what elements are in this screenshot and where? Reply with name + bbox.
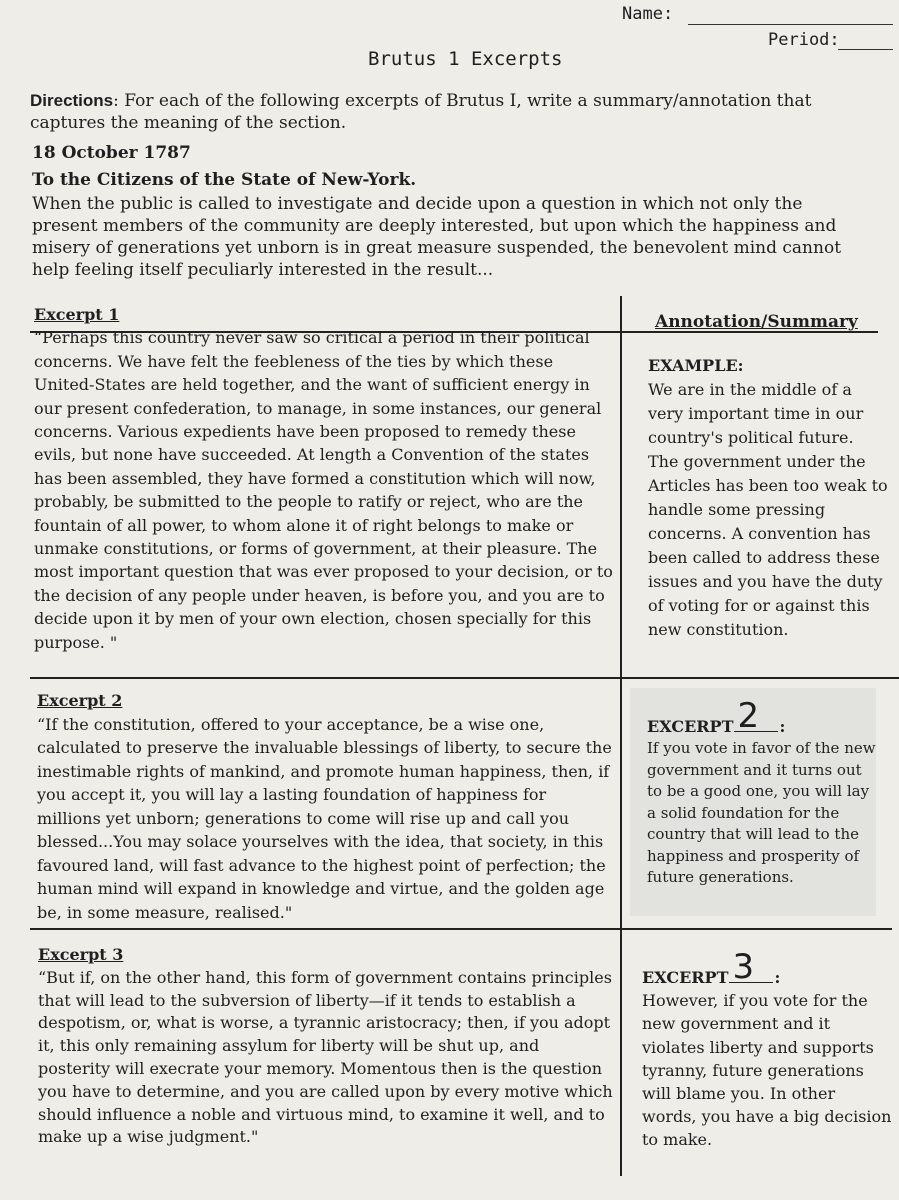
name-blank-line [688,24,893,25]
excerpt-number-blank [729,947,773,987]
annotation-text: If you vote in favor of the new government and it turns out to be a good one, you will lay a solid foundation for the country that will lead to the happiness and prosperity of future generations. [647,739,876,886]
annotation-1 [648,354,888,642]
annotation-label: EXCERPT [642,968,729,987]
annotation-column-heading: Annotation/Summary [655,312,858,332]
excerpt-number-blank [734,696,778,736]
excerpt-text: “But if, on the other hand, this form of government contains principles that will lead to the subversion of liberty—if it tends to establish a despotism, or, what is worse, a tyrannic aristocracy; then, if you adopt it, this only remaining assylum for liberty will be shut up, and posterity will execrate your memory. Momentous then is the question you have to determine, and you are called upon by every motive which should influence a noble and virtuous mind, to examine it well, and to make up a wise judgment." [38,967,613,1147]
letter-date: 18 October 1787 [32,143,191,163]
excerpt-text: “Perhaps this country never saw so critical a period in their political concerns. We have felt the feebleness of the ties by which these United-States are held together, and the want of sufficient energy in our present confederation, to manage, in some instances, our general concerns. Various expedients have been proposed to remedy these evils, but none have succeeded. At length a Convention of the states has been assembled, they have formed a constitution which will now, probably, be submitted to the people to ratify or reject, who are the fountain of all power, to whom alone it of right belongs to make or unmake constitutions, or forms of government, at their pleasure. The most important question that was ever proposed to your decision, or to the decision of any people under heaven, is before you, and you are to decide upon it by men of your own election, chosen specially for this purpose. " [34,328,613,652]
annotation-label: EXCERPT [647,717,734,736]
excerpt-3 [38,944,613,1149]
annotation-text: We are in the middle of a very important time in our country's political future. The government under the Articles has been too weak to handle some pressing concerns. A convention has been called to address these issues and you have the duty of voting for or against this new constitution. [648,380,888,639]
excerpt-label: Excerpt 2 [37,691,123,710]
annotation-3: EXCERPT 3 : However, if you vote for the new government and it violates liberty and supports tyranny, future generations will blame you. In other words, you have a big decision to make. [642,947,892,1150]
table-rule [30,928,892,930]
letter-salutation: To the Citizens of the State of New-York. [32,170,417,190]
handwritten-excerpt-number: 3 [732,947,755,987]
table-rule [30,677,899,679]
name-label: Name: [622,4,674,24]
letter-intro: When the public is called to investigate and decide upon a question in which not only the present members of the community are deeply interested, but upon which the happiness and misery of generations yet unborn is in great measure suspended, the benevolent mind cannot help feeling itself peculiarly interested in the result... [32,194,842,280]
directions-label: Directions [30,91,114,110]
excerpt-label: Excerpt 1 [34,305,120,324]
excerpt-1 [34,303,614,654]
excerpt-label: Excerpt 3 [38,945,124,964]
annotation-text: However, if you vote for the new government and it violates liberty and supports tyranny, future generations will blame you. In other words, you have a big decision to make. [642,991,892,1150]
worksheet-title: Brutus 1 Excerpts [368,48,563,70]
excerpt-text: “If the constitution, offered to your acceptance, be a wise one, calculated to preserve the invaluable blessings of liberty, to secure the inestimable rights of mankind, and promote human happiness, then, if you accept it, you will lay a lasting foundation of happiness for millions yet unborn; generations to come will rise up and call you blessed...You may solace yourselves with the idea, that society, in this favoured land, will fast advance to the highest point of perfection; the human mind will expand in knowledge and virtue, and the golden age be, in some measure, realised." [37,714,612,922]
annotation-label: EXAMPLE: [648,356,744,375]
period-label: Period: [768,30,840,50]
annotation-2: EXCERPT 2 : If you vote in favor of the new government and it turns out to be a good one, you will lay a solid foundation for the country that will lead to the happiness and prosperity of future generations. [647,696,876,886]
table-column-divider [620,296,622,1176]
handwritten-excerpt-number: 2 [737,696,760,736]
directions [30,90,850,134]
period-blank-line [838,49,893,50]
directions-text: : For each of the following excerpts of Brutus I, write a summary/annotation that captures the meaning of the section. [30,91,812,133]
excerpt-2 [37,689,612,924]
